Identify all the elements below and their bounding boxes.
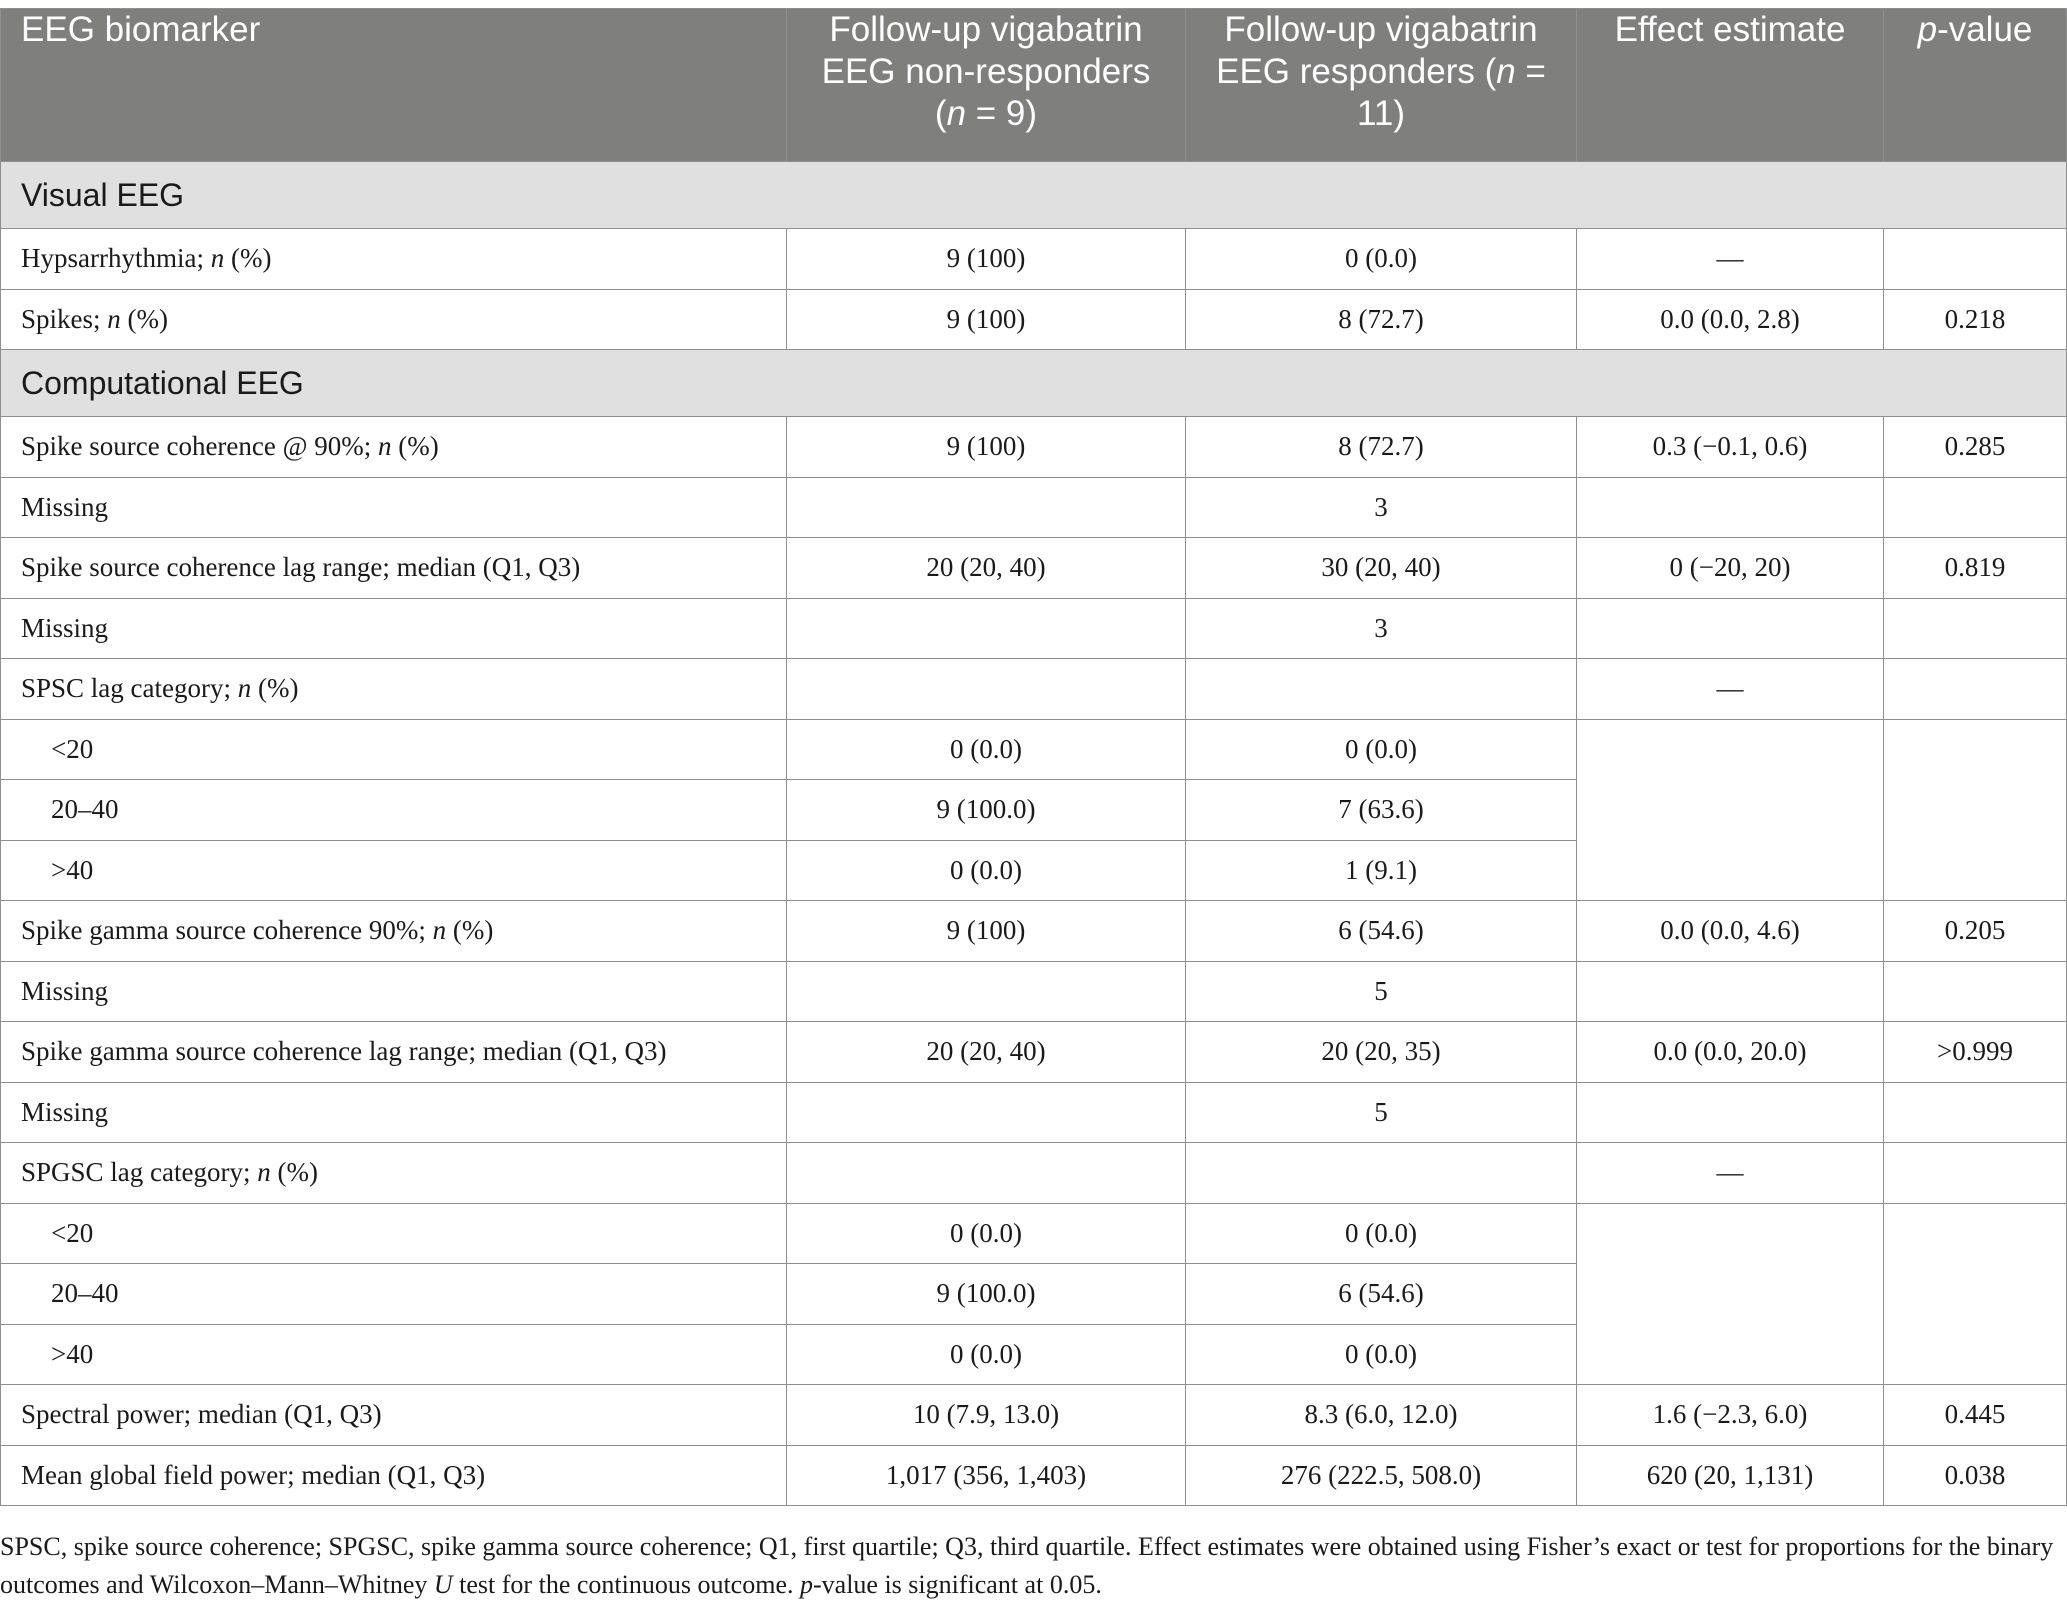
responders-value: 8 (72.7) [1186,289,1577,350]
row-label [1,289,787,350]
row-label [1,1324,787,1385]
row-label-text: 20–40 [51,794,119,825]
non-responders-value: 1,017 (356, 1,403) [787,1445,1186,1506]
row-label [1,229,787,290]
results-table-container [0,8,2067,1506]
effect-estimate-value: 620 (20, 1,131) [1577,1445,1884,1506]
responders-value [1186,1143,1577,1204]
responders-value: 3 [1186,598,1577,659]
p-value [1884,1203,2067,1385]
row-label [1,1385,787,1446]
p-value [1884,229,2067,290]
p-value: 0.038 [1884,1445,2067,1506]
row-label-text: 20–40 [51,1278,119,1309]
effect-estimate-value: — [1577,1143,1884,1204]
non-responders-value: 0 (0.0) [787,719,1186,780]
row-label-symbol: n [237,673,252,704]
table-body [1,162,2067,1506]
row-label-text: Spikes; [21,303,108,334]
p-value [1884,1143,2067,1204]
row-label [1,780,787,841]
effect-estimate-value [1577,1082,1884,1143]
row-label-text: >40 [51,1338,94,1369]
row-label [1,1264,787,1325]
effect-estimate-value [1577,719,1884,901]
responders-value: 20 (20, 35) [1186,1022,1577,1083]
p-value [1884,719,2067,901]
row-label-text: SPSC lag category; [21,673,238,704]
row-label [1,901,787,962]
row-label-text: Hypsarrhythmia; [21,243,211,274]
effect-estimate-value: 0 (−20, 20) [1577,538,1884,599]
row-label [1,598,787,659]
row-label-text: Missing [21,1096,109,1127]
row-label-text: Missing [21,612,109,643]
responders-value: 30 (20, 40) [1186,538,1577,599]
row-label-tail: (%) [391,431,439,462]
section-row [1,162,2067,229]
table-row [1,229,2067,290]
header-eeg-biomarker: EEG biomarker [1,9,787,162]
non-responders-value [787,1082,1186,1143]
effect-estimate-value: 0.0 (0.0, 2.8) [1577,289,1884,350]
row-label-text: Spike source coherence lag range; median (Q1, Q3) [21,552,581,583]
table-row [1,477,2067,538]
table-row [1,1203,2067,1264]
row-label-tail: (%) [224,243,272,274]
row-label [1,538,787,599]
non-responders-value: 20 (20, 40) [787,538,1186,599]
p-value: 0.205 [1884,901,2067,962]
p-value [1884,598,2067,659]
effect-estimate-value [1577,961,1884,1022]
section-row [1,350,2067,417]
non-responders-value: 9 (100) [787,417,1186,478]
row-label [1,1203,787,1264]
non-responders-value [787,1143,1186,1204]
table-footnote: SPSC, spike source coherence; SPGSC, spike gamma source coherence; Q1, first quartile; Q3, third quartile. Effect estimates were obtained using Fisher’s exact or test for proportions for the binary outcomes and Wilcoxon–Mann–Whitney U test for the continuous outcome. p-value is significant at 0.05. [0,1532,2054,1599]
table-row [1,1143,2067,1204]
effect-estimate-value: 0.3 (−0.1, 0.6) [1577,417,1884,478]
non-responders-value: 0 (0.0) [787,1203,1186,1264]
row-label-text: Spectral power; median (Q1, Q3) [21,1399,382,1430]
effect-estimate-value: 0.0 (0.0, 20.0) [1577,1022,1884,1083]
responders-value [1186,659,1577,720]
responders-value: 276 (222.5, 508.0) [1186,1445,1577,1506]
responders-value: 7 (63.6) [1186,780,1577,841]
p-value: >0.999 [1884,1022,2067,1083]
effect-estimate-value: 1.6 (−2.3, 6.0) [1577,1385,1884,1446]
row-label [1,659,787,720]
row-label-text: <20 [51,1217,94,1248]
responders-value: 8 (72.7) [1186,417,1577,478]
responders-value: 5 [1186,961,1577,1022]
row-label-symbol: n [378,431,392,462]
header-p-value: p-value [1884,9,2067,162]
non-responders-value [787,659,1186,720]
p-value [1884,961,2067,1022]
row-label-text: Spike source coherence @ 90%; [21,431,378,462]
responders-value: 0 (0.0) [1186,229,1577,290]
header-responders: Follow-up vigabatrin EEG responders (n = 11) [1186,9,1577,162]
row-label-symbol: n [257,1157,271,1188]
non-responders-value: 0 (0.0) [787,1324,1186,1385]
row-label [1,840,787,901]
p-value: 0.819 [1884,538,2067,599]
row-label-text: >40 [51,854,94,885]
table-header [1,9,2067,162]
row-label [1,1082,787,1143]
p-value: 0.445 [1884,1385,2067,1446]
p-value [1884,659,2067,720]
table-row [1,1385,2067,1446]
row-label-symbol: n [107,303,121,334]
effect-estimate-value [1577,477,1884,538]
p-value: 0.218 [1884,289,2067,350]
table-row [1,901,2067,962]
row-label-symbol: n [210,243,225,274]
responders-value: 8.3 (6.0, 12.0) [1186,1385,1577,1446]
non-responders-value: 9 (100.0) [787,780,1186,841]
table-row [1,961,2067,1022]
row-label [1,1445,787,1506]
table-row [1,289,2067,350]
non-responders-value: 0 (0.0) [787,840,1186,901]
responders-value: 6 (54.6) [1186,901,1577,962]
effect-estimate-value: — [1577,659,1884,720]
row-label-tail: (%) [446,915,494,946]
effect-estimate-value: 0.0 (0.0, 4.6) [1577,901,1884,962]
table-row [1,417,2067,478]
row-label-tail: (%) [251,673,299,704]
non-responders-value: 10 (7.9, 13.0) [787,1385,1186,1446]
table-row [1,598,2067,659]
table-row [1,1022,2067,1083]
p-value [1884,1082,2067,1143]
non-responders-value [787,477,1186,538]
non-responders-value: 9 (100) [787,229,1186,290]
row-label-tail: (%) [120,303,168,334]
responders-value: 1 (9.1) [1186,840,1577,901]
non-responders-value: 20 (20, 40) [787,1022,1186,1083]
non-responders-value: 9 (100.0) [787,1264,1186,1325]
effect-estimate-value: — [1577,229,1884,290]
row-label [1,961,787,1022]
row-label-tail: (%) [270,1157,318,1188]
table-row [1,1082,2067,1143]
row-label [1,1022,787,1083]
header-non-responders: Follow-up vigabatrin EEG non-responders (n = 9) [787,9,1186,162]
effect-estimate-value [1577,1203,1884,1385]
non-responders-value: 9 (100) [787,901,1186,962]
row-label-text: Spike gamma source coherence lag range; median (Q1, Q3) [21,1036,667,1067]
row-label-text: <20 [51,733,94,764]
row-label-text: Spike gamma source coherence 90%; [21,915,433,946]
row-label [1,477,787,538]
row-label-text: SPGSC lag category; [21,1157,258,1188]
table-row [1,538,2067,599]
table-row [1,1445,2067,1506]
row-label-text: Missing [21,975,109,1006]
responders-value: 0 (0.0) [1186,1324,1577,1385]
p-value [1884,477,2067,538]
row-label-text: Mean global field power; median (Q1, Q3) [21,1459,486,1490]
non-responders-value [787,598,1186,659]
row-label [1,719,787,780]
section-title: Computational EEG [1,350,2067,417]
responders-value: 0 (0.0) [1186,719,1577,780]
non-responders-value [787,961,1186,1022]
header-effect-estimate: Effect estimate [1577,9,1884,162]
responders-value: 5 [1186,1082,1577,1143]
responders-value: 3 [1186,477,1577,538]
p-value: 0.285 [1884,417,2067,478]
row-label [1,1143,787,1204]
table-row [1,719,2067,780]
eeg-biomarker-table [0,8,2067,1506]
row-label-symbol: n [432,915,447,946]
non-responders-value: 9 (100) [787,289,1186,350]
section-title: Visual EEG [1,162,2067,229]
responders-value: 6 (54.6) [1186,1264,1577,1325]
row-label-text: Missing [21,491,109,522]
effect-estimate-value [1577,598,1884,659]
row-label [1,417,787,478]
responders-value: 0 (0.0) [1186,1203,1577,1264]
table-row [1,659,2067,720]
